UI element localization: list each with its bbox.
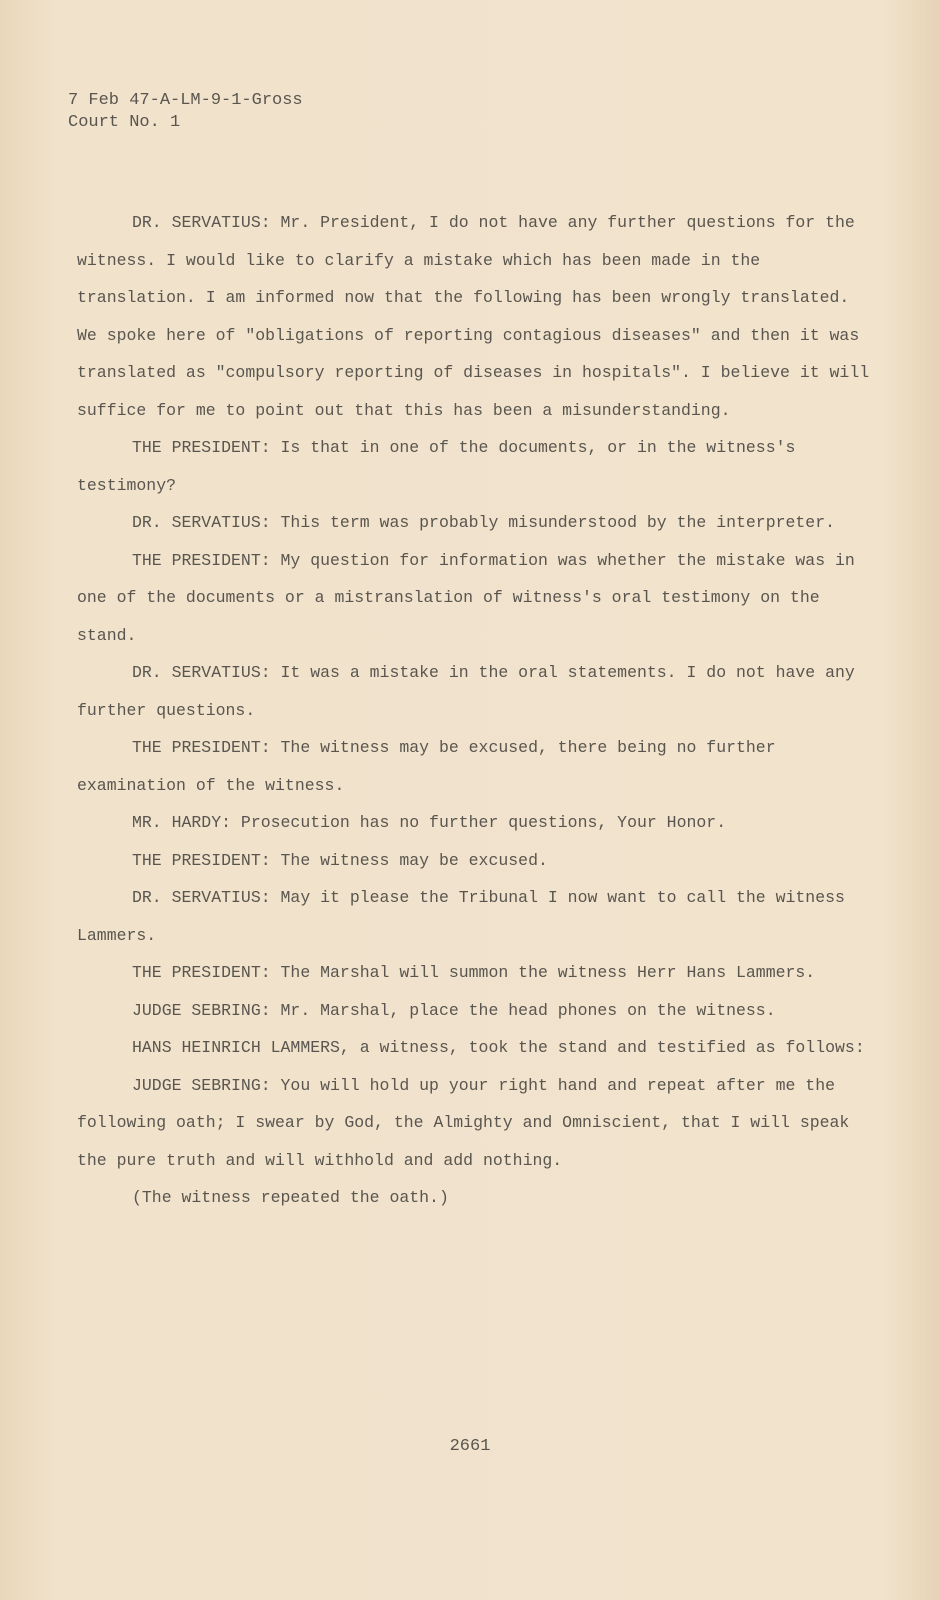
paragraph: THE PRESIDENT: The Marshal will summon the witness Herr Hans Lammers. bbox=[132, 963, 816, 982]
document-header bbox=[68, 90, 303, 134]
header-reference: 7 Feb 47-A-LM-9-1-Gross bbox=[68, 91, 303, 110]
paragraph: DR. SERVATIUS: Mr. President, I do not have any further questions for the witness. I would like to clarify a mistake which has been made in the translation. I am informed now that the following has been wrongly translated. We spoke here of "obligations of reporting contagious diseases" and then it was translated as "compulsory reporting of diseases in hospitals". I believe it will suffice for me to point out that this has been a misunderstanding. bbox=[77, 213, 870, 420]
paragraph: DR. SERVATIUS: It was a mistake in the oral statements. I do not have any further questions. bbox=[77, 663, 855, 720]
paragraph: JUDGE SEBRING: Mr. Marshal, place the head phones on the witness. bbox=[132, 1000, 776, 1020]
paragraph: THE PRESIDENT: Is that in one of the documents, or in the witness's testimony? bbox=[77, 438, 796, 495]
paragraph: (The witness repeated the oath.) bbox=[132, 1188, 449, 1207]
paragraph: DR. SERVATIUS: This term was probably misunderstood by the interpreter. bbox=[132, 513, 836, 532]
header-court: Court No. 1 bbox=[68, 113, 181, 132]
paragraph: THE PRESIDENT: The witness may be excused. bbox=[132, 850, 548, 870]
paragraph: MR. HARDY: Prosecution has no further questions, Your Honor. bbox=[132, 813, 727, 832]
paragraph: HANS HEINRICH LAMMERS, a witness, took the stand and testified as follows: bbox=[132, 1038, 865, 1057]
transcript-body bbox=[77, 204, 877, 1217]
paragraph: DR. SERVATIUS: May it please the Tribunal I now want to call the witness Lammers. bbox=[77, 888, 845, 945]
paragraph: JUDGE SEBRING: You will hold up your right hand and repeat after me the following oath; I swear by God, the Almighty and Omniscient, that I will speak the pure truth and will withhold and add nothing. bbox=[77, 1075, 850, 1170]
paragraph: THE PRESIDENT: The witness may be excused, there being no further examination of the witness. bbox=[77, 738, 776, 795]
paragraph: THE PRESIDENT: My question for information was whether the mistake was in one of the documents or a mistranslation of witness's oral testimony on the stand. bbox=[77, 550, 855, 645]
page-number: 2661 bbox=[449, 1437, 491, 1456]
